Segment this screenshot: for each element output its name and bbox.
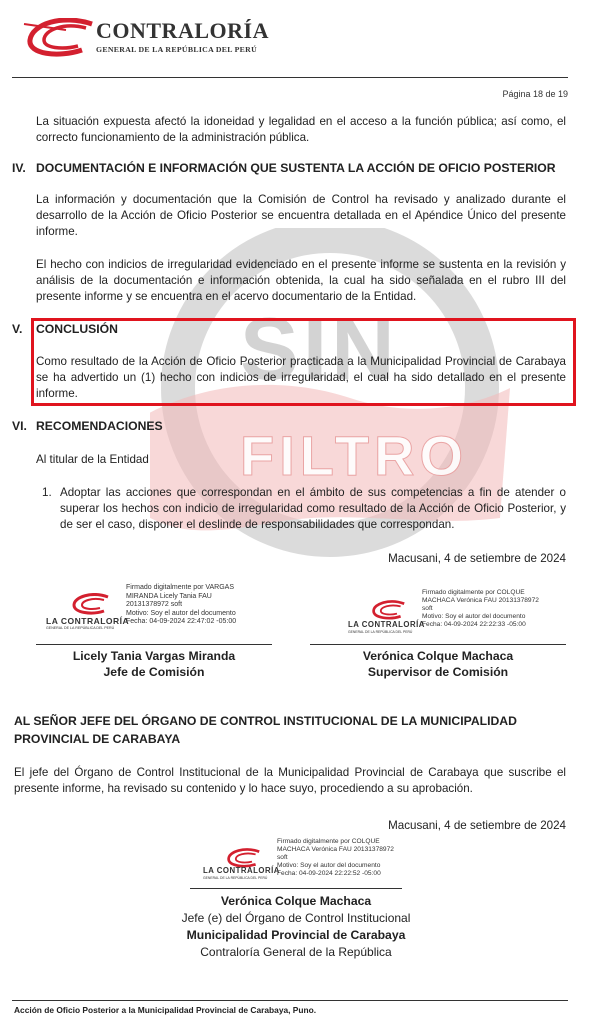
section-vi-title: RECOMENDACIONES	[36, 419, 163, 433]
signing-date: Macusani, 4 de setiembre de 2024	[388, 552, 566, 565]
signer-1-role: Jefe de Comisión	[103, 665, 205, 679]
signer-3-role-1: Jefe (e) del Órgano de Control Institucional	[181, 911, 411, 925]
header-logo	[22, 16, 282, 62]
signer-2-role: Supervisor de Comisión	[367, 665, 509, 679]
approval-heading: AL SEÑOR JEFE DEL ÓRGANO DE CONTROL INSTITUCIONAL DE LA MUNICIPALIDAD PROVINCIAL DE CARABAYA	[14, 714, 517, 746]
signature-3-line	[190, 888, 402, 889]
section-iv-paragraph-1: La información y documentación que la Comisión de Control ha revisado y analizado durante el desarrollo de la Acción de Oficio Posterior se encuentra detallada en el Apéndice Único del presente informe.	[36, 193, 566, 238]
page-number: Página 18 de 19	[502, 89, 568, 99]
signature-2-line	[310, 644, 566, 645]
signature-3-line-1: Firmado digitalmente por COLQUE	[277, 838, 380, 845]
section-iv-number: IV.	[12, 161, 26, 175]
signature-1-line-5: Fecha: 04-09-2024 22:47:02 -05:00	[126, 618, 237, 625]
intro-paragraph: La situación expuesta afectó la idoneidad y legalidad en el acceso a la función pública; así como, el correcto funcionamiento de la administración pública.	[36, 115, 566, 144]
logo-subtitle: GENERAL DE LA REPÚBLICA DEL PERÚ	[96, 45, 258, 54]
section-v-paragraph: Como resultado de la Acción de Oficio Posterior practicada a la Municipalidad Provincial de Carabaya se ha advertido un (1) hecho con indicios de irregularidad, el cual ha sido detallado en el presente informe.	[36, 355, 566, 400]
footer-text: Acción de Oficio Posterior a la Municipalidad Provincial de Carabaya, Puno.	[14, 1005, 317, 1015]
signature-3-line-2: MACHACA Verónica FAU 20131378972	[277, 846, 394, 853]
approval-paragraph: El jefe del Órgano de Control Institucional de la Municipalidad Provincial de Carabaya que suscribe el presente informe, ha revisado su contenido y lo hace suyo, procediendo a su aprobación.	[14, 766, 566, 795]
signature-3-line-3: soft	[277, 854, 288, 861]
signer-2-name: Verónica Colque Machaca	[362, 649, 514, 663]
signature-2-line-5: Fecha: 04-09-2024 22:22:33 -05:00	[422, 621, 526, 628]
signature-stamp-3	[203, 838, 433, 888]
signer-3-role-3: Contraloría General de la República	[200, 945, 392, 959]
stamp-logo-subtitle: GENERAL DE LA REPÚBLICA DEL PERÚ	[46, 626, 115, 630]
recommendation-item-number: 1.	[42, 486, 52, 499]
signature-stamp-2	[348, 589, 578, 639]
stamp-logo-title: LA CONTRALORÍA	[348, 620, 425, 629]
footer-divider	[12, 1000, 568, 1001]
signature-2-line-4: Motivo: Soy el autor del documento	[422, 613, 526, 620]
signature-3-line-5: Fecha: 04-09-2024 22:22:52 -05:00	[277, 870, 381, 877]
signature-1-line-1: Firmado digitalmente por VARGAS	[126, 584, 235, 591]
contraloria-stamp-icon	[70, 593, 110, 615]
signature-1-line-3: 20131378972 soft	[126, 601, 183, 608]
stamp-logo-subtitle: GENERAL DE LA REPÚBLICA DEL PERÚ	[203, 876, 268, 880]
contraloria-logo-icon	[22, 18, 94, 58]
signature-2-line-3: soft	[422, 605, 433, 612]
section-iv-paragraph-2: El hecho con indicios de irregularidad evidenciado en el presente informe se sustenta en la revisión y análisis de la documentación e información obtenida, la cual ha sido señalada en el rubro III del presente informe y se encuentra en el acervo documentario de la Entidad.	[36, 258, 566, 303]
signature-1-line-2: MIRANDA Licely Tania FAU	[126, 592, 212, 600]
header-divider	[12, 77, 568, 78]
stamp-logo-title: LA CONTRALORÍA	[203, 866, 280, 875]
recommendations-addressee: Al titular de la Entidad	[36, 453, 149, 466]
recommendation-item-text: Adoptar las acciones que correspondan en el ámbito de sus competencias a fin de atender o superar los hechos con indicio de irregularidad como resultado de la Acción de Oficio Posterior, y de ser el caso, disponer el deslinde de responsabilidades que correspondan.	[60, 486, 566, 531]
approval-date: Macusani, 4 de setiembre de 2024	[388, 819, 566, 832]
signer-3-name: Verónica Colque Machaca	[220, 894, 372, 908]
signature-2-line-1: Firmado digitalmente por COLQUE	[422, 589, 525, 596]
stamp-logo-title: LA CONTRALORÍA	[46, 616, 130, 626]
signature-1-line	[36, 644, 272, 645]
section-vi-number: VI.	[12, 419, 27, 433]
signer-3-role-2: Municipalidad Provincial de Carabaya	[186, 928, 406, 942]
section-iv-title: DOCUMENTACIÓN E INFORMACIÓN QUE SUSTENTA LA ACCIÓN DE OFICIO POSTERIOR	[36, 161, 556, 175]
section-v-number: V.	[12, 322, 23, 336]
stamp-logo-subtitle: GENERAL DE LA REPÚBLICA DEL PERÚ	[348, 630, 413, 634]
contraloria-stamp-icon	[225, 848, 261, 868]
watermark-text-filtro: FILTRO	[240, 424, 469, 487]
signer-1-name: Licely Tania Vargas Miranda	[72, 649, 236, 663]
section-v-title: CONCLUSIÓN	[36, 322, 118, 336]
contraloria-stamp-icon	[370, 600, 406, 620]
logo-title: CONTRALORÍA	[96, 18, 269, 43]
signature-2-line-2: MACHACA Verónica FAU 20131378972	[422, 597, 539, 604]
signature-1-line-4: Motivo: Soy el autor del documento	[126, 609, 236, 617]
watermark-text-sin: SIN	[240, 299, 399, 398]
signature-3-line-4: Motivo: Soy el autor del documento	[277, 862, 381, 869]
signature-stamp-1	[46, 581, 286, 637]
